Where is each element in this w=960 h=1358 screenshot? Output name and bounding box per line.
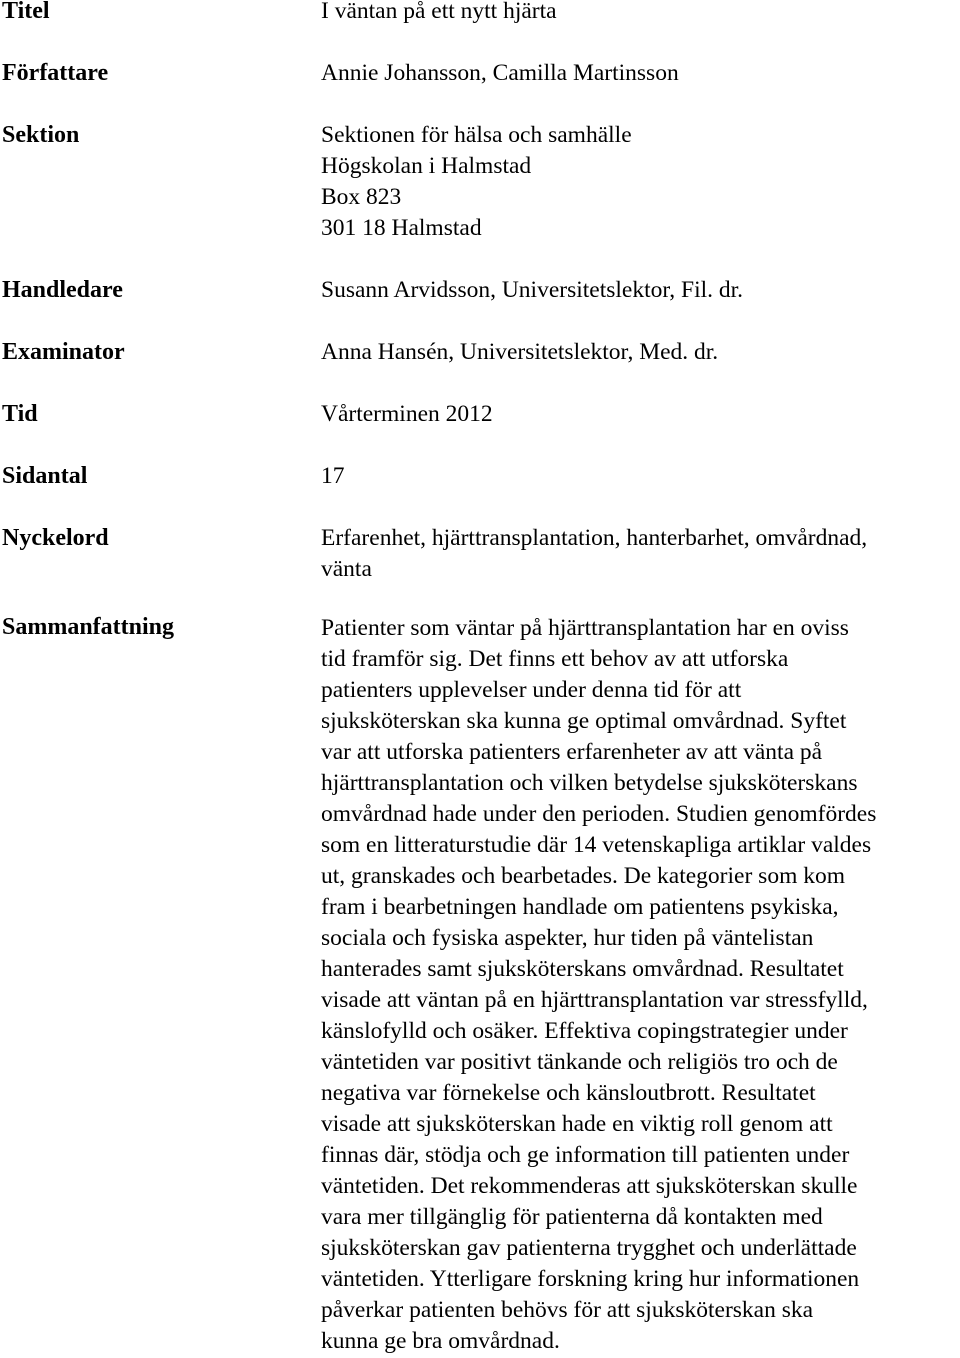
label-titel: Titel (2, 0, 50, 24)
sektion-line: Box 823 (321, 184, 402, 210)
abstract-line: patienters upplevelser under denna tid för att (321, 677, 742, 703)
label-sidantal: Sidantal (2, 463, 88, 489)
abstract-line: hanterades samt sjuksköterskans omvårdnad. Resultatet (321, 956, 844, 982)
value-examinator: Anna Hansén, Universitetslektor, Med. dr. (321, 339, 719, 365)
abstract-line: väntetiden var positivt tänkande och religiös tro och de (321, 1049, 838, 1075)
value-titel: I väntan på ett nytt hjärta (321, 0, 557, 24)
abstract-line: tid framför sig. Det finns ett behov av att utforska (321, 646, 789, 672)
abstract-line: Patienter som väntar på hjärttransplantation har en oviss (321, 615, 849, 641)
abstract-line: var att utforska patienters erfarenheter av att vänta på (321, 739, 823, 765)
abstract-line: vara mer tillgänglig för patienterna då kontakten med (321, 1204, 823, 1230)
label-sammanfattning: Sammanfattning (2, 614, 175, 640)
abstract-line: finnas där, stödja och ge information till patienten under (321, 1142, 850, 1168)
abstract-line: väntetiden. Det rekommenderas att sjuksköterskan skulle (321, 1173, 858, 1199)
label-handledare: Handledare (2, 277, 123, 303)
value-sammanfattning (321, 613, 957, 1357)
sektion-line: Högskolan i Halmstad (321, 153, 532, 179)
label-forfattare: Författare (2, 60, 109, 86)
abstract-line: visade att sjuksköterskan hade en viktig roll genom att (321, 1111, 833, 1137)
sektion-line: Sektionen för hälsa och samhälle (321, 122, 632, 148)
value-forfattare: Annie Johansson, Camilla Martinsson (321, 60, 679, 86)
abstract-line: sjuksköterskan gav patienterna trygghet och underlättade (321, 1235, 857, 1261)
nyckelord-line: vänta (321, 556, 372, 582)
abstract-line: fram i bearbetningen handlade om patientens psykiska, (321, 894, 839, 920)
abstract-line: omvårdnad hade under den perioden. Studien genomfördes (321, 801, 877, 827)
abstract-line: påverkar patienten behövs för att sjuksköterskan ska (321, 1297, 814, 1323)
abstract-line: visade att väntan på en hjärttransplantation var stressfylld, (321, 987, 868, 1013)
value-tid: Vårterminen 2012 (321, 401, 493, 427)
label-sektion: Sektion (2, 122, 80, 148)
value-sidantal: 17 (321, 463, 345, 489)
value-sektion (321, 120, 632, 244)
abstract-line: sociala och fysiska aspekter, hur tiden på väntelistan (321, 925, 814, 951)
sektion-line: 301 18 Halmstad (321, 215, 482, 241)
value-handledare: Susann Arvidsson, Universitetslektor, Fil. dr. (321, 277, 744, 303)
abstract-line: som en litteraturstudie där 14 vetenskapliga artiklar valdes (321, 832, 872, 858)
abstract-line: hjärttransplantation och vilken betydelse sjuksköterskans (321, 770, 858, 796)
abstract-line: väntetiden. Ytterligare forskning kring hur informationen (321, 1266, 860, 1292)
abstract-line: negativa var förnekelse och känsloutbrott. Resultatet (321, 1080, 816, 1106)
abstract-line: sjuksköterskan ska kunna ge optimal omvårdnad. Syftet (321, 708, 847, 734)
label-examinator: Examinator (2, 339, 125, 365)
value-nyckelord (321, 523, 867, 585)
label-tid: Tid (2, 401, 38, 427)
abstract-line: ut, granskades och bearbetades. De kategorier som kom (321, 863, 845, 889)
abstract-line: känslofylld och osäker. Effektiva copingstrategier under (321, 1018, 848, 1044)
nyckelord-line: Erfarenhet, hjärttransplantation, hanterbarhet, omvårdnad, (321, 525, 868, 551)
label-nyckelord: Nyckelord (2, 525, 109, 551)
abstract-line: kunna ge bra omvårdnad. (321, 1328, 560, 1354)
